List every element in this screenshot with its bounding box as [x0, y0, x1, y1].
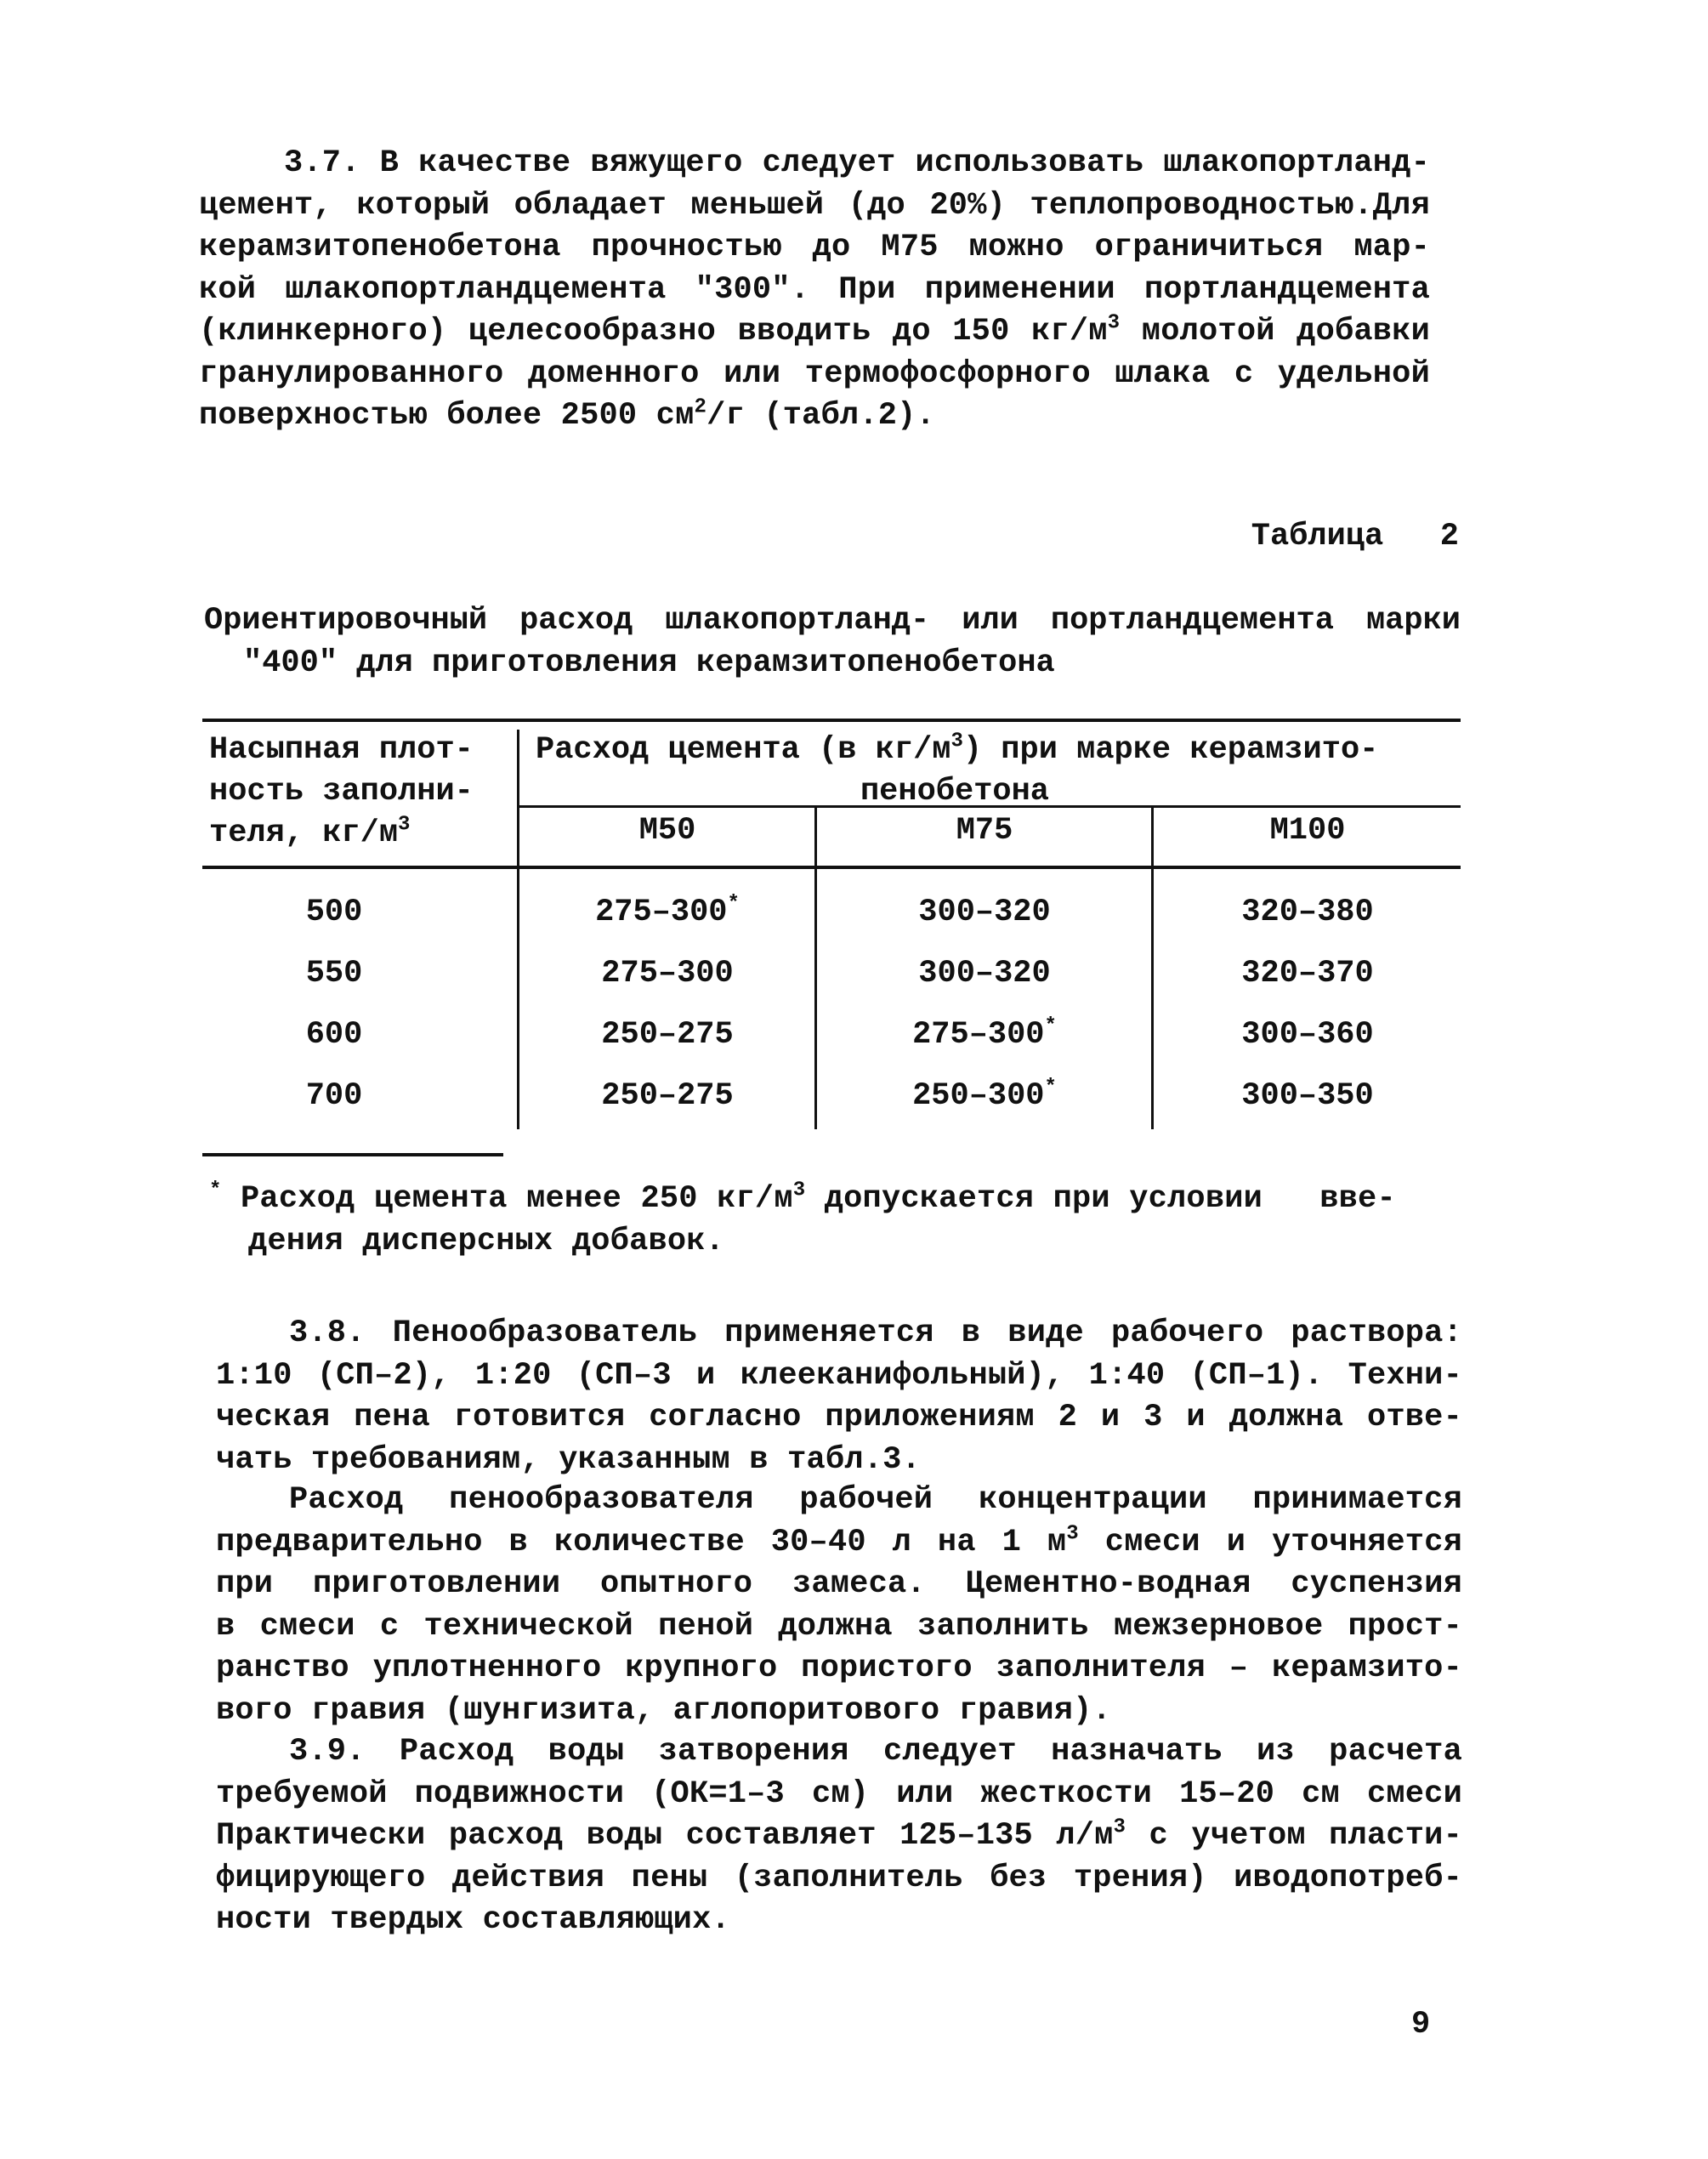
text-line: цемент, который обладает меньшей (до 20%) теплопроводностью.Для — [199, 187, 1430, 224]
text-fragment: молотой добавки — [1141, 314, 1430, 349]
superscript: 3 — [1107, 311, 1121, 335]
cell-value: 300–320 — [918, 956, 1051, 991]
superscript: 3 — [1113, 1815, 1126, 1839]
text-line: ности твердых составляющих. — [216, 1902, 730, 1938]
cell-m100: 320–380 — [1241, 895, 1374, 930]
superscript: 3 — [1066, 1522, 1079, 1546]
section-3-7 — [199, 143, 1430, 438]
asterisk-mark: * — [1044, 1076, 1057, 1099]
text-line — [199, 311, 1430, 354]
page-number: 9 — [1411, 2007, 1431, 2043]
cell-m50 — [520, 1017, 814, 1053]
text-line: дения дисперсных добавок. — [248, 1223, 725, 1259]
cell-density: 700 — [305, 1078, 363, 1114]
text-fragment: /г (табл.2). — [706, 398, 935, 434]
table-column-rule — [814, 806, 817, 1129]
text-line: ранство уплотненного крупного пористого заполнителя – керамзито- — [216, 1650, 1462, 1686]
cell-m50 — [520, 1078, 814, 1114]
header-text: ) при марке керамзито- — [962, 732, 1379, 768]
text-fragment: допускается при условии вве- — [824, 1181, 1396, 1217]
table-column-rule — [1151, 806, 1154, 1129]
text-line: чать требованиям, указанным в табл.3. — [216, 1441, 921, 1478]
cell-m50 — [520, 956, 814, 991]
table-label: Таблица 2 — [1251, 519, 1459, 554]
cell-m75 — [818, 956, 1151, 991]
text-fragment: Практически расход воды составляет 125–135 л/м — [216, 1818, 1114, 1854]
cell-m100: 320–370 — [1241, 956, 1374, 991]
text-line — [199, 395, 1430, 438]
cell-value: 250–300 — [912, 1078, 1045, 1114]
text-line: 3.8. Пенообразователь применяется в виде рабочего раствора: — [289, 1315, 1462, 1351]
header-text: Расход цемента (в кг/м — [536, 732, 951, 768]
text-fragment: с учетом пласти- — [1149, 1818, 1462, 1854]
text-fragment: (клинкерного) целесообразно вводить до 150 кг/м — [199, 314, 1108, 349]
text-fragment: предварительно в количестве 30–40 л на 1 м — [216, 1524, 1067, 1560]
text-fragment: Расход цемента менее 250 кг/м — [241, 1181, 793, 1217]
caption-line: "400" для приготовления керамзитопенобетона — [243, 645, 1055, 681]
header-line: Насыпная плот- — [209, 732, 474, 768]
table-footer-rule — [202, 1153, 503, 1156]
text-line: 1:10 (СП–2), 1:20 (СП–3 и клееканифольный), 1:40 (СП–1). Техни- — [216, 1357, 1462, 1394]
table-footnote — [209, 1179, 1462, 1263]
table-top-rule — [202, 719, 1461, 722]
text-line: кой шлакопортландцемента "300". При применении портландцемента — [199, 271, 1430, 308]
text-line: 3.7. В качестве вяжущего следует использовать шлакопортланд- — [284, 145, 1430, 181]
section-3-8-paragraph-2 — [216, 1480, 1462, 1732]
section-3-8 — [216, 1313, 1462, 1481]
cell-m100: 300–360 — [1241, 1017, 1374, 1053]
text-line — [216, 1522, 1462, 1565]
asterisk-mark: * — [209, 1179, 222, 1202]
table-column-rule — [517, 730, 519, 1129]
text-line — [209, 1179, 1462, 1221]
text-line: ческая пена готовится согласно приложениям 2 и 3 и должна отве- — [216, 1400, 1462, 1435]
header-grade-m50: М50 — [638, 813, 696, 849]
superscript: 3 — [792, 1179, 806, 1202]
header-grade-m100: М100 — [1269, 813, 1346, 849]
text-line: гранулированного доменного или термофосфорного шлака с удельной — [199, 355, 1430, 392]
text-line: в смеси с технической пеной должна заполнить межзерновое прост- — [216, 1608, 1462, 1645]
cell-value: 250–275 — [601, 1017, 734, 1053]
header-cement-consumption — [536, 730, 1459, 813]
header-grade-m75: М75 — [956, 813, 1013, 849]
superscript: 3 — [950, 730, 963, 753]
table-caption — [204, 600, 1461, 685]
cell-value: 275–300 — [912, 1017, 1045, 1053]
text-line: требуемой подвижности (ОК=1–3 см) или жесткости 15–20 см смеси — [216, 1775, 1462, 1812]
cell-m100: 300–350 — [1241, 1078, 1374, 1114]
cell-value: 275–300 — [601, 956, 734, 991]
text-line: фицирующего действия пены (заполнитель без трения) иводопотреб- — [216, 1860, 1462, 1896]
cell-m75 — [818, 895, 1151, 930]
cell-m75 — [818, 1078, 1151, 1114]
text-line: вого гравия (шунгизита, аглопоритового гравия). — [216, 1692, 1111, 1729]
cell-value: 275–300 — [595, 895, 728, 930]
cell-m75 — [818, 1014, 1151, 1053]
text-fragment: смеси и уточняется — [1104, 1524, 1463, 1560]
header-line — [209, 813, 512, 855]
superscript: 3 — [398, 813, 411, 837]
header-line — [536, 730, 1459, 771]
header-line: ность заполни- — [209, 774, 474, 810]
caption-line: Ориентировочный расход шлакопортланд- или портландцемента марки — [204, 603, 1461, 639]
table-header-bottom-rule — [202, 866, 1461, 869]
cell-value: 300–320 — [918, 895, 1051, 930]
cell-density: 600 — [305, 1017, 363, 1053]
text-line: керамзитопенобетона прочностью до М75 можно ограничиться мар- — [199, 230, 1430, 265]
header-line: пенобетона — [860, 774, 1050, 810]
text-line: 3.9. Расход воды затворения следует назначать из расчета — [289, 1734, 1462, 1770]
asterisk-mark: * — [727, 892, 740, 916]
text-fragment: поверхностью более 2500 см — [199, 398, 695, 434]
text-line: Расход пенообразователя рабочей концентрации принимается — [289, 1482, 1462, 1518]
cell-density: 550 — [305, 956, 363, 991]
text-line — [216, 1815, 1462, 1858]
text-line: при приготовлении опытного замеса. Цементно-водная суспензия — [216, 1566, 1462, 1602]
header-density — [209, 730, 512, 855]
section-3-9 — [216, 1731, 1462, 1942]
asterisk-mark: * — [1044, 1014, 1057, 1038]
superscript: 2 — [694, 395, 707, 419]
cell-density: 500 — [305, 895, 363, 930]
cell-m50 — [520, 892, 814, 930]
header-text: теля, кг/м — [209, 815, 399, 851]
cell-value: 250–275 — [601, 1078, 734, 1114]
